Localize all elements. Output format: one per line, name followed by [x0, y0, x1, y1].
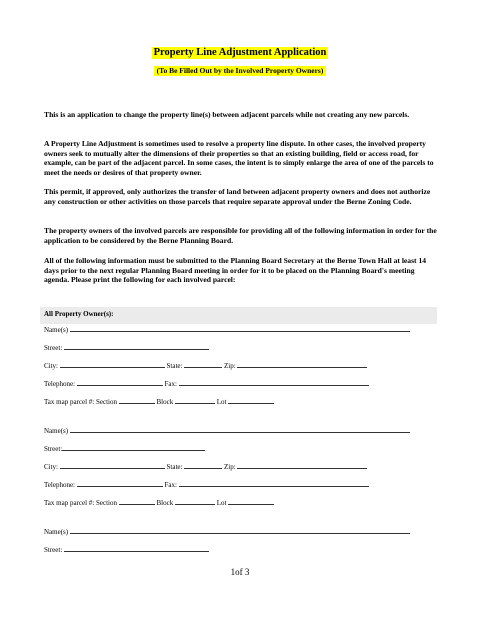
street-field[interactable]: [64, 545, 209, 552]
street-field[interactable]: [62, 444, 205, 451]
state-field[interactable]: [184, 462, 222, 469]
block-label: Block: [156, 499, 174, 507]
lot-label: Lot: [216, 499, 227, 507]
fax-field[interactable]: [179, 480, 369, 487]
owner-1-tax-row: [44, 397, 274, 407]
adjustment-paragraph: A Property Line Adjustment is sometimes used to resolve a property line dispute. In other cases, the involved property owners seek to mutually alter the dimensions of their properties so that an existing building, field or access road, for example, can be part of the adjacent parcel. In some cases, the intent is to simply enlarge the area of one of the parcels to meet the needs or desires of that property owner.: [44, 139, 434, 177]
street-label: Street:: [44, 445, 63, 453]
owner-2-city-row: [44, 462, 367, 472]
fax-label: Fax:: [164, 481, 177, 489]
owner-1-phone-row: [44, 379, 369, 389]
owner-2-names-row: [44, 426, 410, 436]
zip-label: Zip:: [223, 463, 236, 471]
document-header: [0, 42, 480, 78]
zip-field[interactable]: [237, 462, 367, 469]
names-field[interactable]: [70, 426, 410, 433]
lot-field[interactable]: [228, 498, 274, 505]
names-label: Name(s): [44, 427, 69, 435]
names-field[interactable]: [70, 527, 410, 534]
city-field[interactable]: [60, 361, 165, 368]
block-field[interactable]: [175, 397, 215, 404]
section-field[interactable]: [119, 498, 155, 505]
telephone-field[interactable]: [77, 480, 163, 487]
fax-field[interactable]: [179, 379, 369, 386]
responsibility-paragraph: The property owners of the involved parcels are responsible for providing all of the following information in order for the application to be considered by the Berne Planning Board.: [44, 226, 437, 245]
owner-1-names-row: [44, 325, 410, 335]
state-label: State:: [166, 463, 183, 471]
owners-section-header: [40, 307, 437, 324]
owner-2-street-row: [44, 444, 205, 454]
city-field[interactable]: [60, 462, 165, 469]
tax-map-label: Tax map parcel #: Section: [44, 499, 117, 507]
owner-2-phone-row: [44, 480, 369, 490]
section-field[interactable]: [119, 397, 155, 404]
telephone-label: Telephone:: [44, 380, 75, 388]
state-label: State:: [166, 362, 183, 370]
owner-1-street-row: [44, 343, 209, 353]
lot-label: Lot: [216, 398, 227, 406]
street-label: Street:: [44, 546, 63, 554]
names-label: Name(s): [44, 326, 69, 334]
block-label: Block: [156, 398, 174, 406]
page-number: 1of 3: [230, 567, 250, 577]
street-field[interactable]: [64, 343, 209, 350]
tax-map-label: Tax map parcel #: Section: [44, 398, 117, 406]
block-field[interactable]: [175, 498, 215, 505]
owner-2-tax-row: [44, 498, 274, 508]
owner-3-names-row: [44, 527, 410, 537]
fax-label: Fax:: [164, 380, 177, 388]
page-title: Property Line Adjustment Application: [153, 47, 327, 58]
telephone-field[interactable]: [77, 379, 163, 386]
permit-paragraph: This permit, if approved, only authorizes the transfer of land between adjacent property owners and does not authorize any construction or other activities on those parcels that require separate approval under the Berne Zoning Code.: [44, 187, 431, 206]
city-label: City:: [44, 362, 59, 370]
city-label: City:: [44, 463, 59, 471]
zip-label: Zip:: [223, 362, 236, 370]
owners-section-label: All Property Owner(s):: [44, 310, 114, 318]
owner-1-city-row: [44, 361, 367, 371]
names-label: Name(s): [44, 528, 69, 536]
submission-paragraph: All of the following information must be submitted to the Planning Board Secretary at the Berne Town Hall at least 14 days prior to the next regular Planning Board meeting in order for it to be placed on the Planning Board's meeting agenda. Please print the following for each involved parcel:: [44, 256, 427, 284]
zip-field[interactable]: [237, 361, 367, 368]
state-field[interactable]: [184, 361, 222, 368]
lot-field[interactable]: [228, 397, 274, 404]
telephone-label: Telephone:: [44, 481, 75, 489]
names-field[interactable]: [70, 325, 410, 332]
page-subtitle: (To Be Filled Out by the Involved Property Owners): [154, 66, 327, 76]
intro-paragraph: This is an application to change the property line(s) between adjacent parcels while not creating any new parcels.: [44, 110, 410, 119]
street-label: Street:: [44, 344, 63, 352]
owner-3-street-row: [44, 545, 209, 555]
